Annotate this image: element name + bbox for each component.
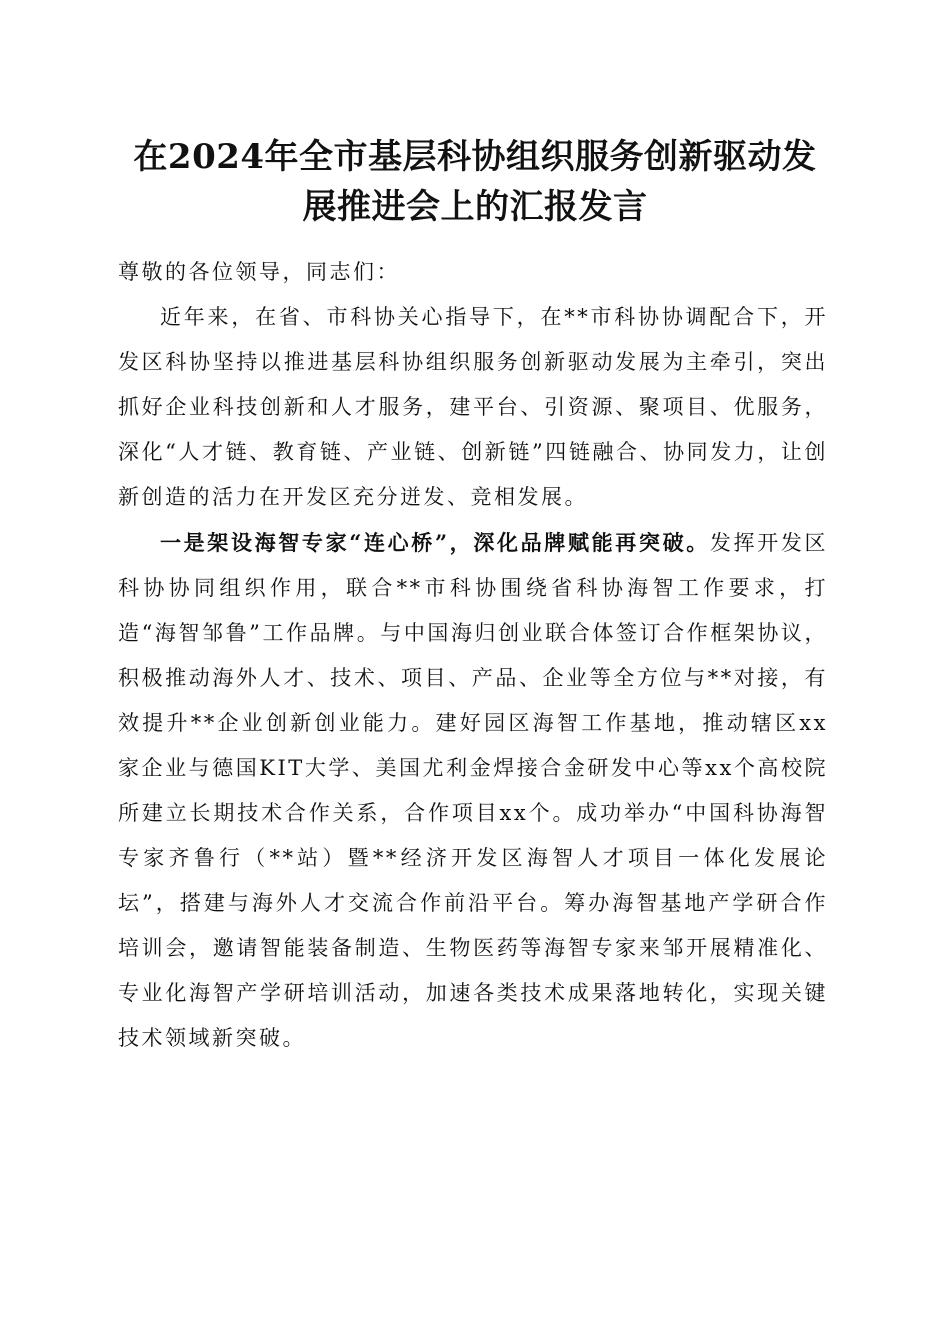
title-line-1: 在2024年全市基层科协组织服务创新驱动发 (133, 137, 817, 177)
document-body (118, 250, 828, 1061)
paragraph-haizhi (118, 520, 828, 1061)
title-line-2: 展推进会上的汇报发言 (302, 187, 648, 227)
paragraph-intro (118, 295, 828, 520)
document-title (120, 132, 830, 232)
paragraph-haizhi-lead: 一是架设海智专家“连心桥”，深化品牌赋能再突破。 (160, 530, 710, 555)
paragraph-intro-text: 近年来，在省、市科协关心指导下，在**市科协协调配合下，开发区科协坚持以推进基层科协组织服务创新驱动发展为主牵引，突出抓好企业科技创新和人才服务，建平台、引资源、聚项目、优服务，深化“人才链、教育链、产业链、创新链”四链融合、协同发力，让创新创造的活力在开发区充分迸发、竞相发展。 (118, 305, 828, 509)
salutation: 尊敬的各位领导，同志们： (118, 260, 400, 284)
paragraph-haizhi-text: 发挥开发区科协协同组织作用，联合**市科协围绕省科协海智工作要求，打造“海智邹鲁”工作品牌。与中国海归创业联合体签订合作框架协议，积极推动海外人才、技术、项目、产品、企业等全方位与**对接，有效提升**企业创新创业能力。建好园区海智工作基地，推动辖区xx家企业与德国KIT大学、美国尤利金焊接合金研发中心等xx个高校院所建立长期技术合作关系，合作项目xx个。成功举办“中国科协海智专家齐鲁行（**站）暨**经济开发区海智人才项目一体化发展论坛”，搭建与海外人才交流合作前沿平台。筹办海智基地产学研合作培训会，邀请智能装备制造、生物医药等海智专家来邹开展精准化、专业化海智产学研培训活动，加速各类技术成果落地转化，实现关键技术领域新突破。 (118, 531, 829, 1050)
